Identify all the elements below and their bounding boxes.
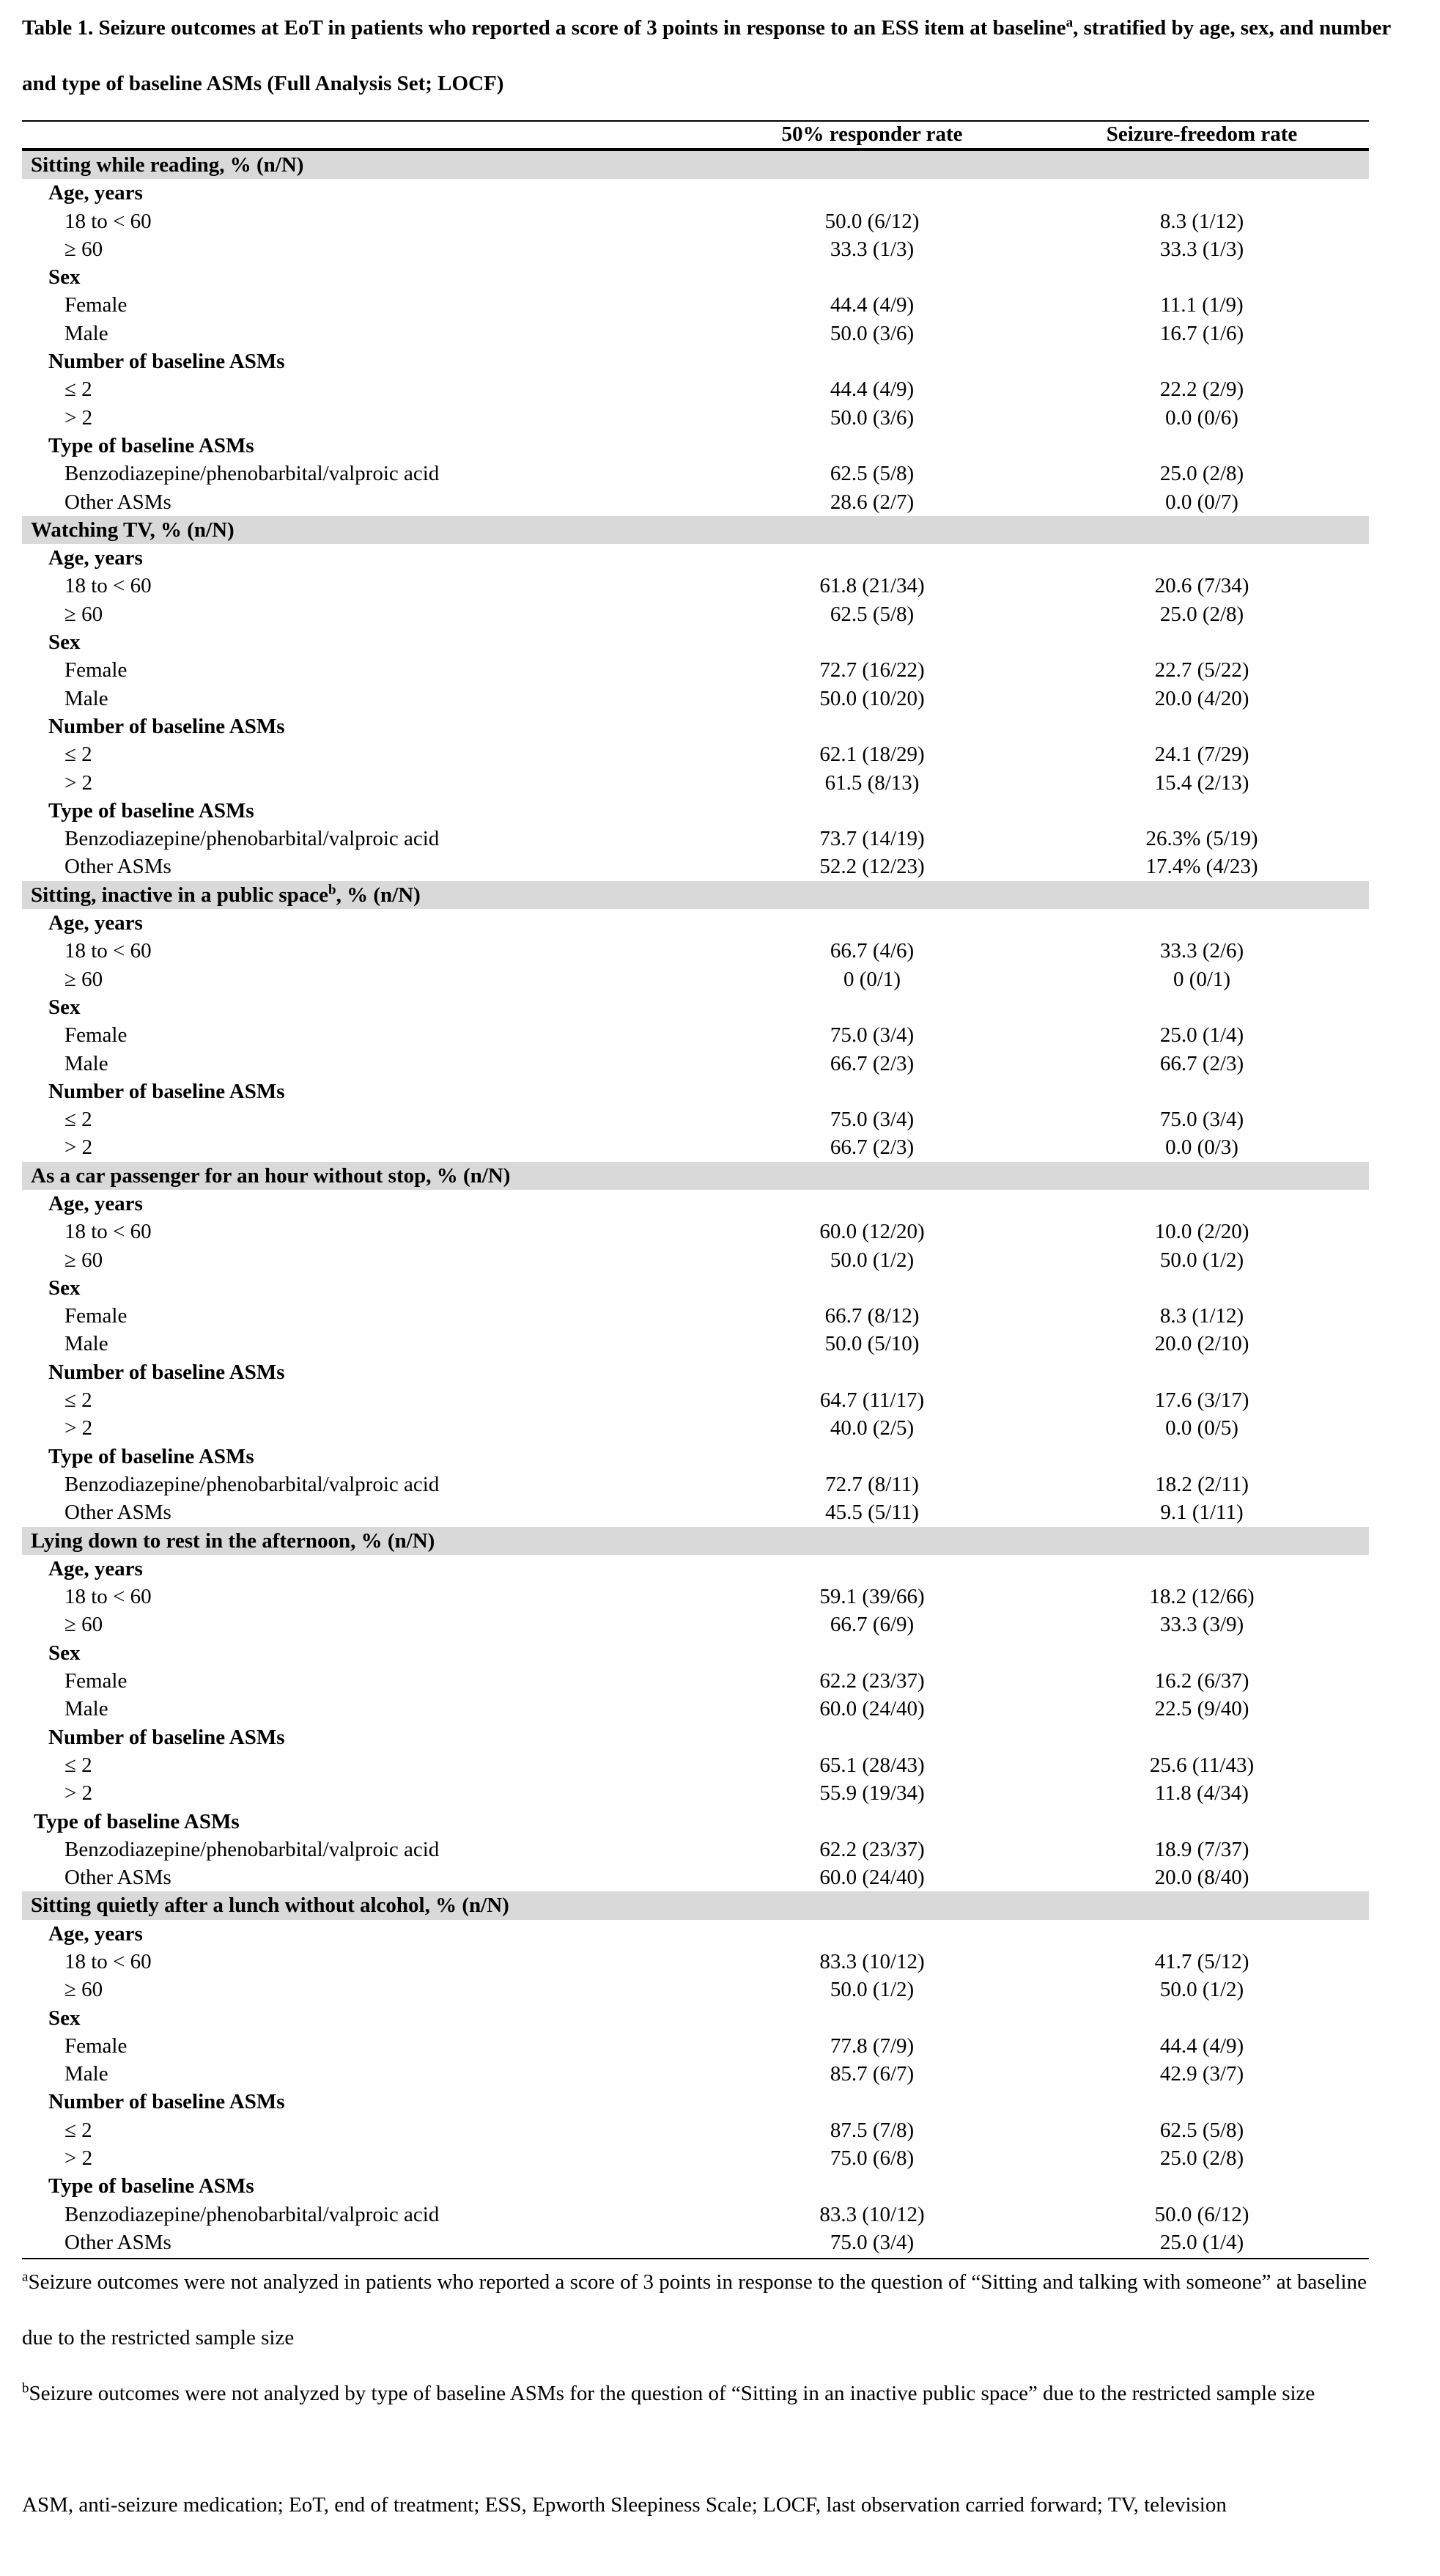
group-label: Sex <box>48 995 81 1019</box>
group-header-row <box>22 2088 1369 2116</box>
row-label: 18 to < 60 <box>64 1220 152 1244</box>
seizure-freedom-cell: 18.9 (7/37) <box>1154 1837 1249 1861</box>
group-header-row <box>22 1808 1369 1836</box>
footnote-a-text: Seizure outcomes were not analyzed in patients who reported a score of 3 points in response to the question of “Sitting and talking with someone” at baseline due to the restricted sample size <box>22 2270 1367 2349</box>
table-row <box>22 404 1369 432</box>
row-label: 18 to < 60 <box>64 939 152 963</box>
responder-rate-cell: 50.0 (3/6) <box>830 321 915 345</box>
responder-rate-cell: 52.2 (12/23) <box>819 855 925 879</box>
row-label: > 2 <box>64 1781 93 1806</box>
group-header-row <box>22 347 1369 375</box>
row-label: Other ASMs <box>64 1501 171 1525</box>
group-header-row <box>22 1555 1369 1583</box>
responder-rate-cell: 66.7 (6/9) <box>830 1613 915 1637</box>
group-header-row <box>22 797 1369 825</box>
section-title <box>31 151 303 179</box>
group-label: Sex <box>48 1276 81 1300</box>
seizure-freedom-cell: 22.7 (5/22) <box>1154 658 1249 682</box>
seizure-freedom-cell: 42.9 (3/7) <box>1159 2062 1244 2086</box>
seizure-freedom-cell: 22.5 (9/40) <box>1154 1697 1249 1721</box>
row-label: ≤ 2 <box>64 1388 92 1413</box>
row-label: ≤ 2 <box>64 1108 92 1132</box>
seizure-freedom-cell: 8.3 (1/12) <box>1159 1304 1244 1328</box>
responder-rate-cell: 73.7 (14/19) <box>819 827 925 851</box>
group-label: Number of baseline ASMs <box>48 1725 285 1749</box>
seizure-freedom-cell: 0.0 (0/5) <box>1165 1416 1238 1440</box>
row-label: 18 to < 60 <box>64 574 152 598</box>
seizure-freedom-cell: 25.0 (2/8) <box>1159 602 1244 626</box>
responder-rate-cell: 85.7 (6/7) <box>830 2062 915 2086</box>
footnote-a <box>22 2254 1392 2366</box>
row-label: Male <box>64 1697 108 1721</box>
table-row <box>22 1105 1369 1133</box>
group-header-row <box>22 1358 1369 1386</box>
row-label: ≥ 60 <box>64 237 103 261</box>
responder-rate-cell: 75.0 (3/4) <box>830 2230 915 2254</box>
row-label: Female <box>64 293 128 317</box>
group-header-row <box>22 993 1369 1021</box>
table-row <box>22 825 1369 853</box>
section-title-text: Lying down to rest in the afternoon, % (n/N) <box>31 1528 435 1553</box>
responder-rate-cell: 64.7 (11/17) <box>819 1388 925 1413</box>
table-row <box>22 1330 1369 1358</box>
row-label: Other ASMs <box>64 490 171 514</box>
seizure-freedom-cell: 11.1 (1/9) <box>1160 293 1244 317</box>
row-label: Female <box>64 1023 128 1048</box>
responder-rate-cell: 66.7 (4/6) <box>830 939 915 963</box>
row-label: Female <box>64 1669 128 1693</box>
seizure-freedom-cell: 50.0 (1/2) <box>1159 1978 1244 2002</box>
responder-rate-cell: 33.3 (1/3) <box>830 237 915 261</box>
row-label: Female <box>64 2034 128 2058</box>
row-label: Other ASMs <box>64 2230 171 2254</box>
seizure-freedom-cell: 26.3% (5/19) <box>1145 827 1258 851</box>
responder-rate-cell: 28.6 (2/7) <box>830 490 915 514</box>
seizure-freedom-cell: 16.2 (6/37) <box>1154 1669 1249 1693</box>
group-label: Number of baseline ASMs <box>48 1079 285 1103</box>
responder-rate-cell: 75.0 (3/4) <box>830 1108 915 1132</box>
seizure-freedom-cell: 20.0 (4/20) <box>1154 686 1249 710</box>
seizure-freedom-cell: 11.8 (4/34) <box>1155 1781 1249 1806</box>
table-row <box>22 1836 1369 1863</box>
group-header-row <box>22 713 1369 740</box>
group-label: Type of baseline ASMs <box>34 1809 240 1833</box>
responder-rate-cell: 83.3 (10/12) <box>819 2202 925 2226</box>
table-row <box>22 1751 1369 1779</box>
section-title-text: Sitting, inactive in a public space <box>31 883 329 907</box>
responder-rate-cell: 62.1 (18/29) <box>819 743 925 767</box>
table-body <box>22 151 1369 2256</box>
table-row <box>22 291 1369 319</box>
table-row <box>22 1498 1369 1526</box>
group-label: Type of baseline ASMs <box>48 433 254 457</box>
seizure-freedom-cell: 50.0 (1/2) <box>1159 1248 1244 1272</box>
row-label: Benzodiazepine/phenobarbital/valproic acid <box>64 2202 440 2226</box>
row-label: ≤ 2 <box>64 1753 92 1777</box>
seizure-freedom-cell: 62.5 (5/8) <box>1159 2118 1244 2142</box>
row-label: Male <box>64 686 108 710</box>
row-label: > 2 <box>64 1416 93 1440</box>
seizure-freedom-cell: 66.7 (2/3) <box>1159 1051 1244 1075</box>
seizure-freedom-cell: 33.3 (1/3) <box>1159 237 1244 261</box>
table-row <box>22 1471 1369 1498</box>
seizure-freedom-cell: 75.0 (3/4) <box>1159 1108 1244 1132</box>
table-row <box>22 1583 1369 1611</box>
seizure-freedom-cell: 22.2 (2/9) <box>1159 378 1244 402</box>
seizure-freedom-cell: 9.1 (1/11) <box>1160 1501 1244 1525</box>
seizure-freedom-cell: 20.0 (8/40) <box>1154 1866 1249 1890</box>
table-row <box>22 769 1369 797</box>
group-label: Age, years <box>48 546 143 570</box>
row-label: 18 to < 60 <box>64 1585 152 1609</box>
group-header-row <box>22 628 1369 656</box>
table-row <box>22 1611 1369 1638</box>
table-row <box>22 320 1369 347</box>
group-label: Sex <box>48 1641 81 1665</box>
responder-rate-cell: 60.0 (12/20) <box>819 1220 925 1244</box>
row-label: Other ASMs <box>64 855 171 879</box>
group-header-row <box>22 1443 1369 1471</box>
seizure-freedom-cell: 20.0 (2/10) <box>1154 1332 1249 1356</box>
row-label: Benzodiazepine/phenobarbital/valproic acid <box>64 462 440 486</box>
table-row <box>22 2229 1369 2256</box>
group-header-row <box>22 1723 1369 1751</box>
seizure-freedom-cell: 0.0 (0/7) <box>1165 490 1238 514</box>
table-row <box>22 1667 1369 1695</box>
table-row <box>22 1050 1369 1078</box>
responder-rate-cell: 62.5 (5/8) <box>830 602 915 626</box>
column-header-responder: 50% responder rate <box>781 122 963 146</box>
responder-rate-cell: 55.9 (19/34) <box>819 1781 925 1806</box>
group-label: Number of baseline ASMs <box>48 2090 285 2114</box>
table-row <box>22 1414 1369 1442</box>
table-row <box>22 1246 1369 1274</box>
responder-rate-cell: 40.0 (2/5) <box>830 1416 915 1440</box>
table-row <box>22 2060 1369 2088</box>
row-label: > 2 <box>64 1136 93 1160</box>
seizure-freedom-cell: 18.2 (12/66) <box>1149 1585 1255 1609</box>
table-row <box>22 1976 1369 2003</box>
section-title <box>31 1162 510 1190</box>
group-label: Number of baseline ASMs <box>48 714 285 738</box>
row-label: Male <box>64 2062 108 2086</box>
responder-rate-cell: 0 (0/1) <box>843 967 901 991</box>
row-label: > 2 <box>64 405 93 430</box>
seizure-freedom-cell: 50.0 (6/12) <box>1154 2202 1249 2226</box>
group-label: Type of baseline ASMs <box>48 1444 254 1468</box>
responder-rate-cell: 77.8 (7/9) <box>830 2034 915 2058</box>
responder-rate-cell: 87.5 (7/8) <box>830 2118 915 2142</box>
row-label: ≥ 60 <box>64 602 103 626</box>
table-row <box>22 1218 1369 1245</box>
group-header-row <box>22 2004 1369 2032</box>
table-row <box>22 965 1369 993</box>
group-header-row <box>22 1190 1369 1218</box>
footnote-b-mark: b <box>22 2380 29 2396</box>
responder-rate-cell: 75.0 (6/8) <box>830 2146 915 2171</box>
footnote-b <box>22 2366 1392 2421</box>
group-label: Number of baseline ASMs <box>48 1360 285 1384</box>
table-row <box>22 1863 1369 1891</box>
responder-rate-cell: 72.7 (16/22) <box>819 658 925 682</box>
responder-rate-cell: 50.0 (3/6) <box>830 405 915 430</box>
group-label: Number of baseline ASMs <box>48 350 285 374</box>
seizure-freedom-cell: 25.0 (2/8) <box>1159 462 1244 486</box>
table-row <box>22 656 1369 684</box>
table-row <box>22 685 1369 713</box>
table-row <box>22 460 1369 487</box>
group-label: Sex <box>48 265 81 290</box>
row-label: Male <box>64 321 108 345</box>
row-label: Female <box>64 1304 128 1328</box>
table-row <box>22 488 1369 516</box>
responder-rate-cell: 62.2 (23/37) <box>819 1837 925 1861</box>
table-row <box>22 572 1369 600</box>
responder-rate-cell: 59.1 (39/66) <box>819 1585 925 1609</box>
section-title <box>31 1527 435 1555</box>
responder-rate-cell: 65.1 (28/43) <box>819 1753 925 1777</box>
section-title-suffix: , % (n/N) <box>336 883 421 907</box>
seizure-freedom-cell: 25.0 (2/8) <box>1159 2146 1244 2171</box>
responder-rate-cell: 44.4 (4/9) <box>830 293 915 317</box>
group-label: Age, years <box>48 1556 143 1580</box>
section-title-text: Sitting quietly after a lunch without alcohol, % (n/N) <box>31 1894 509 1918</box>
seizure-freedom-cell: 41.7 (5/12) <box>1154 1950 1249 1973</box>
column-header-seizure-freedom: Seizure-freedom rate <box>1106 122 1298 146</box>
seizure-freedom-cell: 17.4% (4/23) <box>1145 855 1258 879</box>
seizure-freedom-cell: 17.6 (3/17) <box>1154 1388 1249 1413</box>
table-row <box>22 375 1369 403</box>
table-row <box>22 207 1369 235</box>
section-title-text: Watching TV, % (n/N) <box>31 518 235 542</box>
footnote-b-text: Seizure outcomes were not analyzed by type of baseline ASMs for the question of “Sitting in an inactive public space” due to the restricted sample size <box>29 2382 1315 2405</box>
footnote-abbreviations: ASM, anti-seizure medication; EoT, end of treatment; ESS, Epworth Sleepiness Scale; LOCF, last observation carried forward; TV, television <box>22 2493 1227 2517</box>
responder-rate-cell: 44.4 (4/9) <box>830 378 915 402</box>
group-label: Age, years <box>48 1921 143 1946</box>
group-label: Sex <box>48 630 81 655</box>
responder-rate-cell: 72.7 (8/11) <box>825 1472 919 1496</box>
seizure-freedom-cell: 25.6 (11/43) <box>1149 1753 1255 1777</box>
seizure-freedom-cell: 15.4 (2/13) <box>1154 770 1249 795</box>
table-row <box>22 1948 1369 1976</box>
responder-rate-cell: 62.2 (23/37) <box>819 1669 925 1693</box>
group-header-row <box>22 179 1369 207</box>
table-row <box>22 937 1369 965</box>
group-header-row <box>22 432 1369 460</box>
row-label: ≥ 60 <box>64 1613 103 1637</box>
group-header-row <box>22 263 1369 291</box>
group-header-row <box>22 2172 1369 2200</box>
group-header-row <box>22 544 1369 572</box>
row-label: > 2 <box>64 770 93 795</box>
seizure-freedom-cell: 33.3 (2/6) <box>1159 939 1244 963</box>
seizure-freedom-cell: 25.0 (1/4) <box>1159 2230 1244 2254</box>
seizure-freedom-cell: 0 (0/1) <box>1173 967 1231 991</box>
responder-rate-cell: 75.0 (3/4) <box>830 1023 915 1048</box>
caption-text: Table 1. Seizure outcomes at EoT in patients who reported a score of 3 points in response to an ESS item at baseline <box>22 16 1066 40</box>
table-row <box>22 1779 1369 1807</box>
row-label: ≤ 2 <box>64 743 92 767</box>
seizure-freedom-cell: 24.1 (7/29) <box>1154 743 1249 767</box>
responder-rate-cell: 66.7 (2/3) <box>830 1051 915 1075</box>
seizure-freedom-cell: 0.0 (0/6) <box>1165 405 1238 430</box>
responder-rate-cell: 50.0 (10/20) <box>819 686 925 710</box>
row-label: 18 to < 60 <box>64 1950 152 1973</box>
responder-rate-cell: 62.5 (5/8) <box>830 462 915 486</box>
group-label: Type of baseline ASMs <box>48 798 254 823</box>
section-header-row <box>22 881 1369 909</box>
responder-rate-cell: 83.3 (10/12) <box>819 1950 925 1973</box>
row-label: Other ASMs <box>64 1866 171 1890</box>
row-label: > 2 <box>64 2146 93 2171</box>
section-title-text: Sitting while reading, % (n/N) <box>31 153 304 177</box>
responder-rate-cell: 66.7 (2/3) <box>830 1136 915 1160</box>
responder-rate-cell: 50.0 (1/2) <box>830 1248 915 1272</box>
table-row <box>22 2201 1369 2229</box>
table-row <box>22 740 1369 768</box>
group-header-row <box>22 1274 1369 1302</box>
caption-footnote-mark: a <box>1066 15 1074 31</box>
responder-rate-cell: 60.0 (24/40) <box>819 1866 925 1890</box>
seizure-freedom-cell: 18.2 (2/11) <box>1155 1472 1249 1496</box>
group-label: Age, years <box>48 1191 143 1215</box>
row-label: Benzodiazepine/phenobarbital/valproic acid <box>64 1837 440 1861</box>
row-label: 18 to < 60 <box>64 209 152 233</box>
group-header-row <box>22 1639 1369 1667</box>
group-header-row <box>22 909 1369 937</box>
section-header-row <box>22 516 1369 544</box>
seizure-freedom-cell: 8.3 (1/12) <box>1159 209 1244 233</box>
responder-rate-cell: 60.0 (24/40) <box>819 1697 925 1721</box>
section-header-row <box>22 1527 1369 1555</box>
table-row <box>22 1386 1369 1414</box>
caption-text-continued: , stratified by age, sex, and number and type of baseline ASMs (Full Analysis Set; LOCF) <box>22 16 1391 95</box>
row-label: Benzodiazepine/phenobarbital/valproic acid <box>64 1472 440 1496</box>
row-label: ≤ 2 <box>64 2118 92 2142</box>
seizure-freedom-cell: 25.0 (1/4) <box>1159 1023 1244 1048</box>
row-label: Male <box>64 1332 108 1356</box>
row-label: Male <box>64 1051 108 1075</box>
seizure-freedom-cell: 44.4 (4/9) <box>1159 2034 1244 2058</box>
seizure-freedom-cell: 0.0 (0/3) <box>1165 1136 1238 1160</box>
table-row <box>22 853 1369 880</box>
seizure-freedom-cell: 16.7 (1/6) <box>1159 321 1244 345</box>
section-header-row <box>22 151 1369 179</box>
row-label: ≤ 2 <box>64 378 92 402</box>
table-row <box>22 1021 1369 1049</box>
table-row <box>22 2116 1369 2144</box>
section-title <box>31 881 421 909</box>
group-label: Sex <box>48 2006 81 2030</box>
table-row <box>22 2032 1369 2060</box>
row-label: ≥ 60 <box>64 967 103 991</box>
table-caption <box>22 0 1414 111</box>
seizure-freedom-cell: 10.0 (2/20) <box>1154 1220 1249 1244</box>
footnote-a-mark: a <box>22 2269 29 2285</box>
group-label: Type of baseline ASMs <box>48 2174 254 2198</box>
section-title-text: As a car passenger for an hour without stop, % (n/N) <box>31 1163 511 1188</box>
row-label: ≥ 60 <box>64 1978 103 2002</box>
section-title <box>31 1891 509 1919</box>
row-label: ≥ 60 <box>64 1248 103 1272</box>
group-header-row <box>22 1078 1369 1105</box>
seizure-freedom-cell: 33.3 (3/9) <box>1159 1613 1244 1637</box>
responder-rate-cell: 50.0 (6/12) <box>824 209 920 233</box>
table-row <box>22 1133 1369 1161</box>
responder-rate-cell: 45.5 (5/11) <box>825 1501 919 1525</box>
section-header-row <box>22 1891 1369 1919</box>
responder-rate-cell: 61.5 (8/13) <box>824 770 920 795</box>
table-row <box>22 2144 1369 2172</box>
responder-rate-cell: 61.8 (21/34) <box>819 574 925 598</box>
row-label: Female <box>64 658 128 682</box>
responder-rate-cell: 50.0 (5/10) <box>824 1332 920 1356</box>
group-label: Age, years <box>48 911 143 935</box>
table-row <box>22 1695 1369 1723</box>
responder-rate-cell: 50.0 (1/2) <box>830 1978 915 2002</box>
row-label: Benzodiazepine/phenobarbital/valproic acid <box>64 827 440 851</box>
table-row <box>22 1302 1369 1330</box>
seizure-freedom-cell: 20.6 (7/34) <box>1154 574 1249 598</box>
group-header-row <box>22 1920 1369 1948</box>
section-footnote-mark: b <box>328 882 336 898</box>
responder-rate-cell: 66.7 (8/12) <box>824 1304 920 1328</box>
section-header-row <box>22 1162 1369 1190</box>
table-row <box>22 600 1369 628</box>
group-label: Age, years <box>48 181 143 205</box>
table-row <box>22 235 1369 263</box>
section-title <box>31 516 235 544</box>
